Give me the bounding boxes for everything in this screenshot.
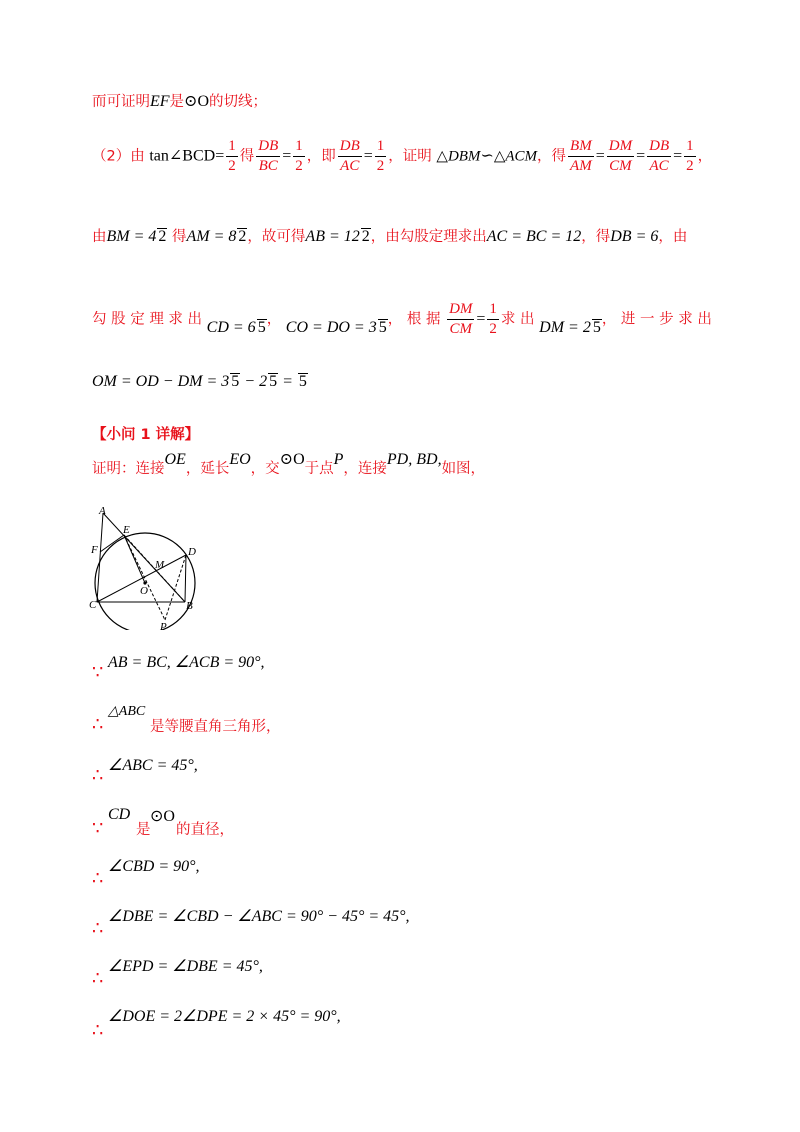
step-1: AB = BC, ∠ACB = 90°, [108, 654, 265, 671]
segment-bd [185, 555, 186, 602]
therefore-symbol: ∴ [92, 714, 104, 735]
because-symbol: ∵ [92, 662, 104, 683]
segment-ef [100, 535, 124, 552]
step-4-math2: ⊙O [150, 808, 175, 825]
label-a: A [99, 505, 106, 517]
line-pythagorean: 勾 股 定 理 求 出 CD = 6 5， CO = DO = 3 5， 根 据 $\frac{DM}{CM}$ = $\frac{1}{2}$ 求 出 DM = 2 5， 进 一 步 求 出 [92, 301, 712, 337]
therefore-symbol: ∴ [92, 765, 104, 786]
label-o: O [140, 585, 148, 597]
step-4-math: CD [108, 806, 131, 823]
therefore-symbol: ∴ [92, 968, 104, 989]
step-4-text2: 的直径， [176, 822, 234, 838]
because-symbol: ∵ [92, 818, 104, 839]
therefore-symbol: ∴ [92, 1020, 104, 1041]
label-e: E [123, 524, 130, 536]
fraction: $\frac{DB}{AC}$ [339, 138, 360, 174]
fraction: $\frac{1}{2}$ [376, 138, 385, 174]
segment-ep [124, 535, 165, 620]
fraction: $\frac{1}{2}$ [295, 138, 303, 174]
label-m: M [155, 559, 165, 571]
label-c: C [89, 599, 97, 611]
line-construction: 证明：连接OE，延长EO，交⊙O于点P，连接PD, BD,如图， [92, 451, 486, 477]
label-b: B [186, 600, 193, 612]
fraction: $\frac{1}{2}$ [686, 138, 694, 174]
line-part2-derivation: （2）由 tan∠BCD= $\frac{1}{2}$ 得 $\frac{DB}{BC}$ = $\frac{1}{2}$ ，即 $\frac{DB}{AC}$ = $\frac{1}{2}$ ，证明 △DBM∽△ACM，得 $\frac{BM}{AM}$ = $\frac{DM}{CM}$ = $\frac{DB}{AC}$ = $\frac{1}{2}$ ， [92, 138, 713, 174]
fraction: $\frac{DB}{BC}$ [258, 138, 279, 174]
line-tangent-conclusion: 而可证明EF是⊙O的切线； [92, 93, 268, 110]
step-6: ∠DBE = ∠CBD − ∠ABC = 90° − 45° = 45°, [108, 908, 410, 925]
step-5: ∠CBD = 90°, [108, 858, 200, 875]
fraction: $\frac{DM}{CM}$ [608, 138, 633, 174]
step-8: ∠DOE = 2∠DPE = 2 × 45° = 90°, [108, 1008, 341, 1025]
label-f: F [91, 544, 98, 556]
section-heading: 【小问 1 详解】 [92, 427, 200, 443]
segment-oe [124, 535, 145, 583]
geometry-figure [88, 505, 218, 630]
step-4-text: 是 [136, 822, 151, 838]
step-2-text: 是等腰直角三角形， [150, 719, 281, 735]
step-2-math: △ABC [108, 704, 146, 719]
fraction: $\frac{DM}{CM}$ [449, 301, 473, 337]
line-side-lengths: 由BM = 4 2 得AM = 8 2，故可得AB = 12 2，由勾股定理求出AC = BC = 12，得DB = 6，由 [92, 228, 688, 245]
therefore-symbol: ∴ [92, 868, 104, 889]
fraction: $\frac{DB}{AC}$ [649, 138, 670, 174]
step-7: ∠EPD = ∠DBE = 45°, [108, 958, 263, 975]
step-3: ∠ABC = 45°, [108, 757, 198, 774]
line-om-result: OM = OD − DM = 3 5 − 2 5 = 5 [92, 373, 307, 390]
label-d: D [188, 546, 196, 558]
fraction: $\frac{1}{2}$ [489, 301, 497, 337]
label-p: P [160, 621, 167, 630]
fraction: $\frac{BM}{AM}$ [570, 138, 592, 174]
fraction: $\frac{1}{2}$ [228, 138, 236, 174]
therefore-symbol: ∴ [92, 918, 104, 939]
